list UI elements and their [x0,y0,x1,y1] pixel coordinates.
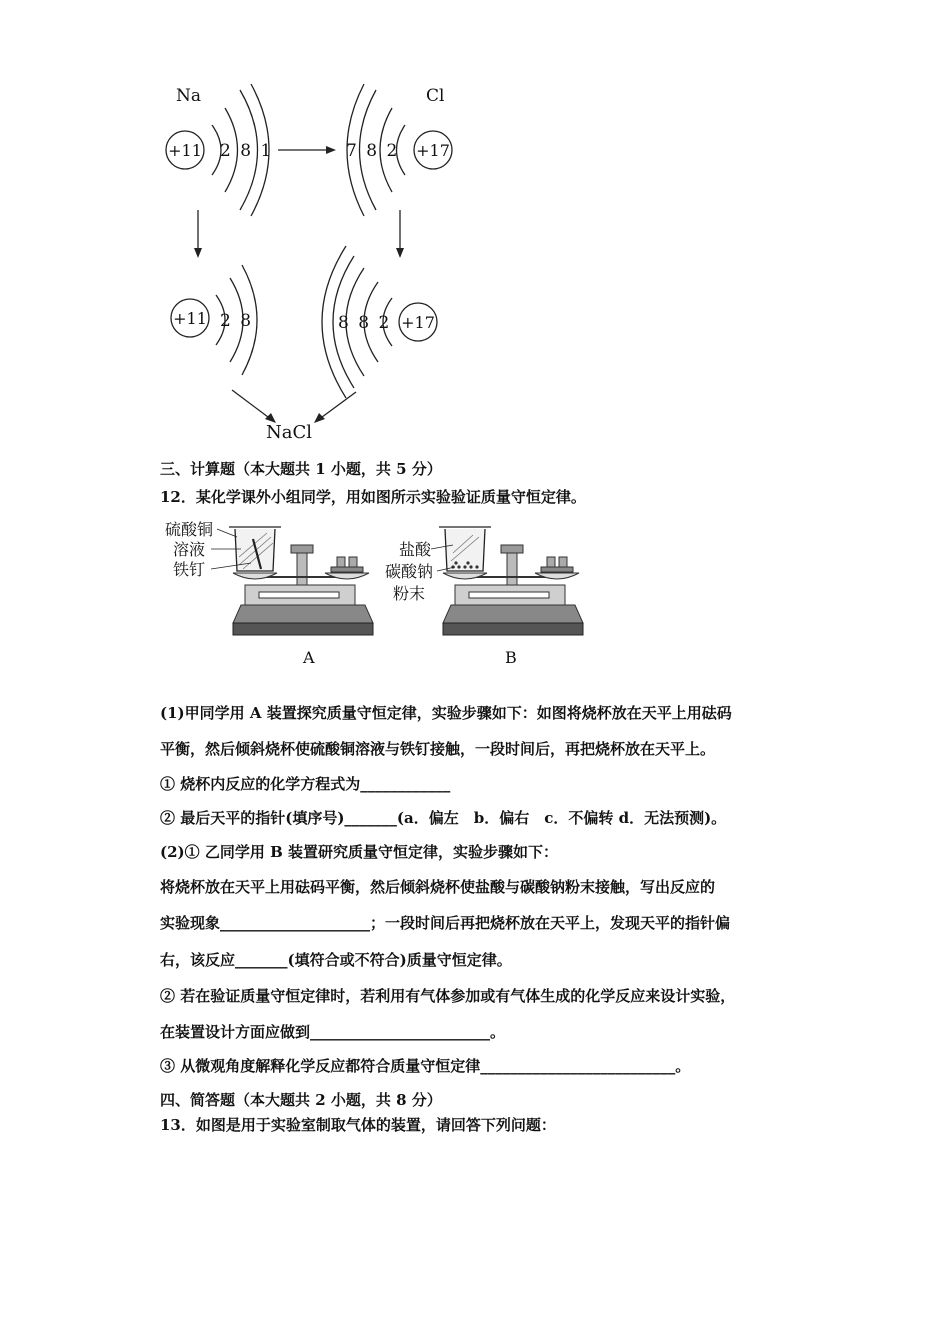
arrow-right-icon [326,146,336,154]
na-label: Na [176,86,202,106]
cl-ion-shells: 8 8 2 [338,313,390,333]
balance-a [211,527,373,635]
caption-a: A [303,648,315,667]
balance-b [431,527,583,635]
caption-b: B [505,648,517,667]
part2-line1: (2)① 乙同学用 B 装置研究质量守恒定律，实验步骤如下： [160,843,558,861]
balance-apparatus-figure [155,515,595,675]
label-sodium-carbonate: 碳酸钠 [385,562,434,581]
arrow-down-icon [396,248,404,258]
part2-line2: 将烧杯放在天平上用砝码平衡，然后倾斜烧杯使盐酸与碳酸钠粉末接触，写出反应的 [160,878,716,896]
part1-line2: 平衡，然后倾斜烧杯使硫酸铜溶液与铁钉接触，一段时间后，再把烧杯放在天平上。 [160,740,716,758]
na-nucleus: +11 [168,141,202,160]
part1-line1: (1)甲同学用 A 装置探究质量守恒定律，实验步骤如下：如图将烧杯放在天平上用砝码 [160,704,732,722]
part1-question1: ① 烧杯内反应的化学方程式为____________ [160,775,451,793]
na-shells: 2 8 1 [220,141,272,161]
product-label: NaCl [266,422,313,443]
cl-shells: 7 8 2 [346,141,398,161]
label-copper-sulfate: 硫酸铜 [165,520,214,539]
part2-question3: ③ 从微观角度解释化学反应都符合质量守恒定律__________________________。 [160,1057,691,1075]
question-13: 13．如图是用于实验室制取气体的装置，请回答下列问题： [160,1116,556,1134]
section-heading-3: 三、计算题（本大题共 1 小题，共 5 分） [160,460,442,478]
label-powder: 粉末 [393,584,426,603]
label-iron-nail: 铁钉 [173,560,206,579]
cl-label: Cl [426,86,445,106]
part2-line4: 右，该反应_______(填符合或不符合)质量守恒定律。 [160,951,512,969]
cl-nucleus: +17 [416,141,450,160]
arrow-diagonal-icon [314,413,325,423]
section-heading-4: 四、简答题（本大题共 2 小题，共 8 分） [160,1091,442,1109]
question-12: 12．某化学课外小组同学，用如图所示实验验证质量守恒定律。 [160,488,586,506]
label-hydrochloric-acid: 盐酸 [399,540,432,559]
part2-question2-line2: 在装置设计方面应做到________________________。 [160,1023,506,1041]
na-ion-shells: 2 8 [220,311,252,331]
na-ion-nucleus: +11 [173,309,207,328]
cl-ion-nucleus: +17 [401,313,435,332]
arrow-down-icon [194,248,202,258]
part1-question2: ② 最后天平的指针(填序号)_______(a．偏左 b．偏右 c．不偏转 d．无法预测)。 [160,809,727,827]
part2-question2-line1: ② 若在验证质量守恒定律时，若利用有气体参加或有气体生成的化学反应来设计实验， [160,987,736,1005]
part2-line3: 实验现象____________________；一段时间后再把烧杯放在天平上，发现天平的指针偏 [160,914,731,932]
ion-formation-diagram [150,70,490,450]
label-solution: 溶液 [173,540,206,559]
